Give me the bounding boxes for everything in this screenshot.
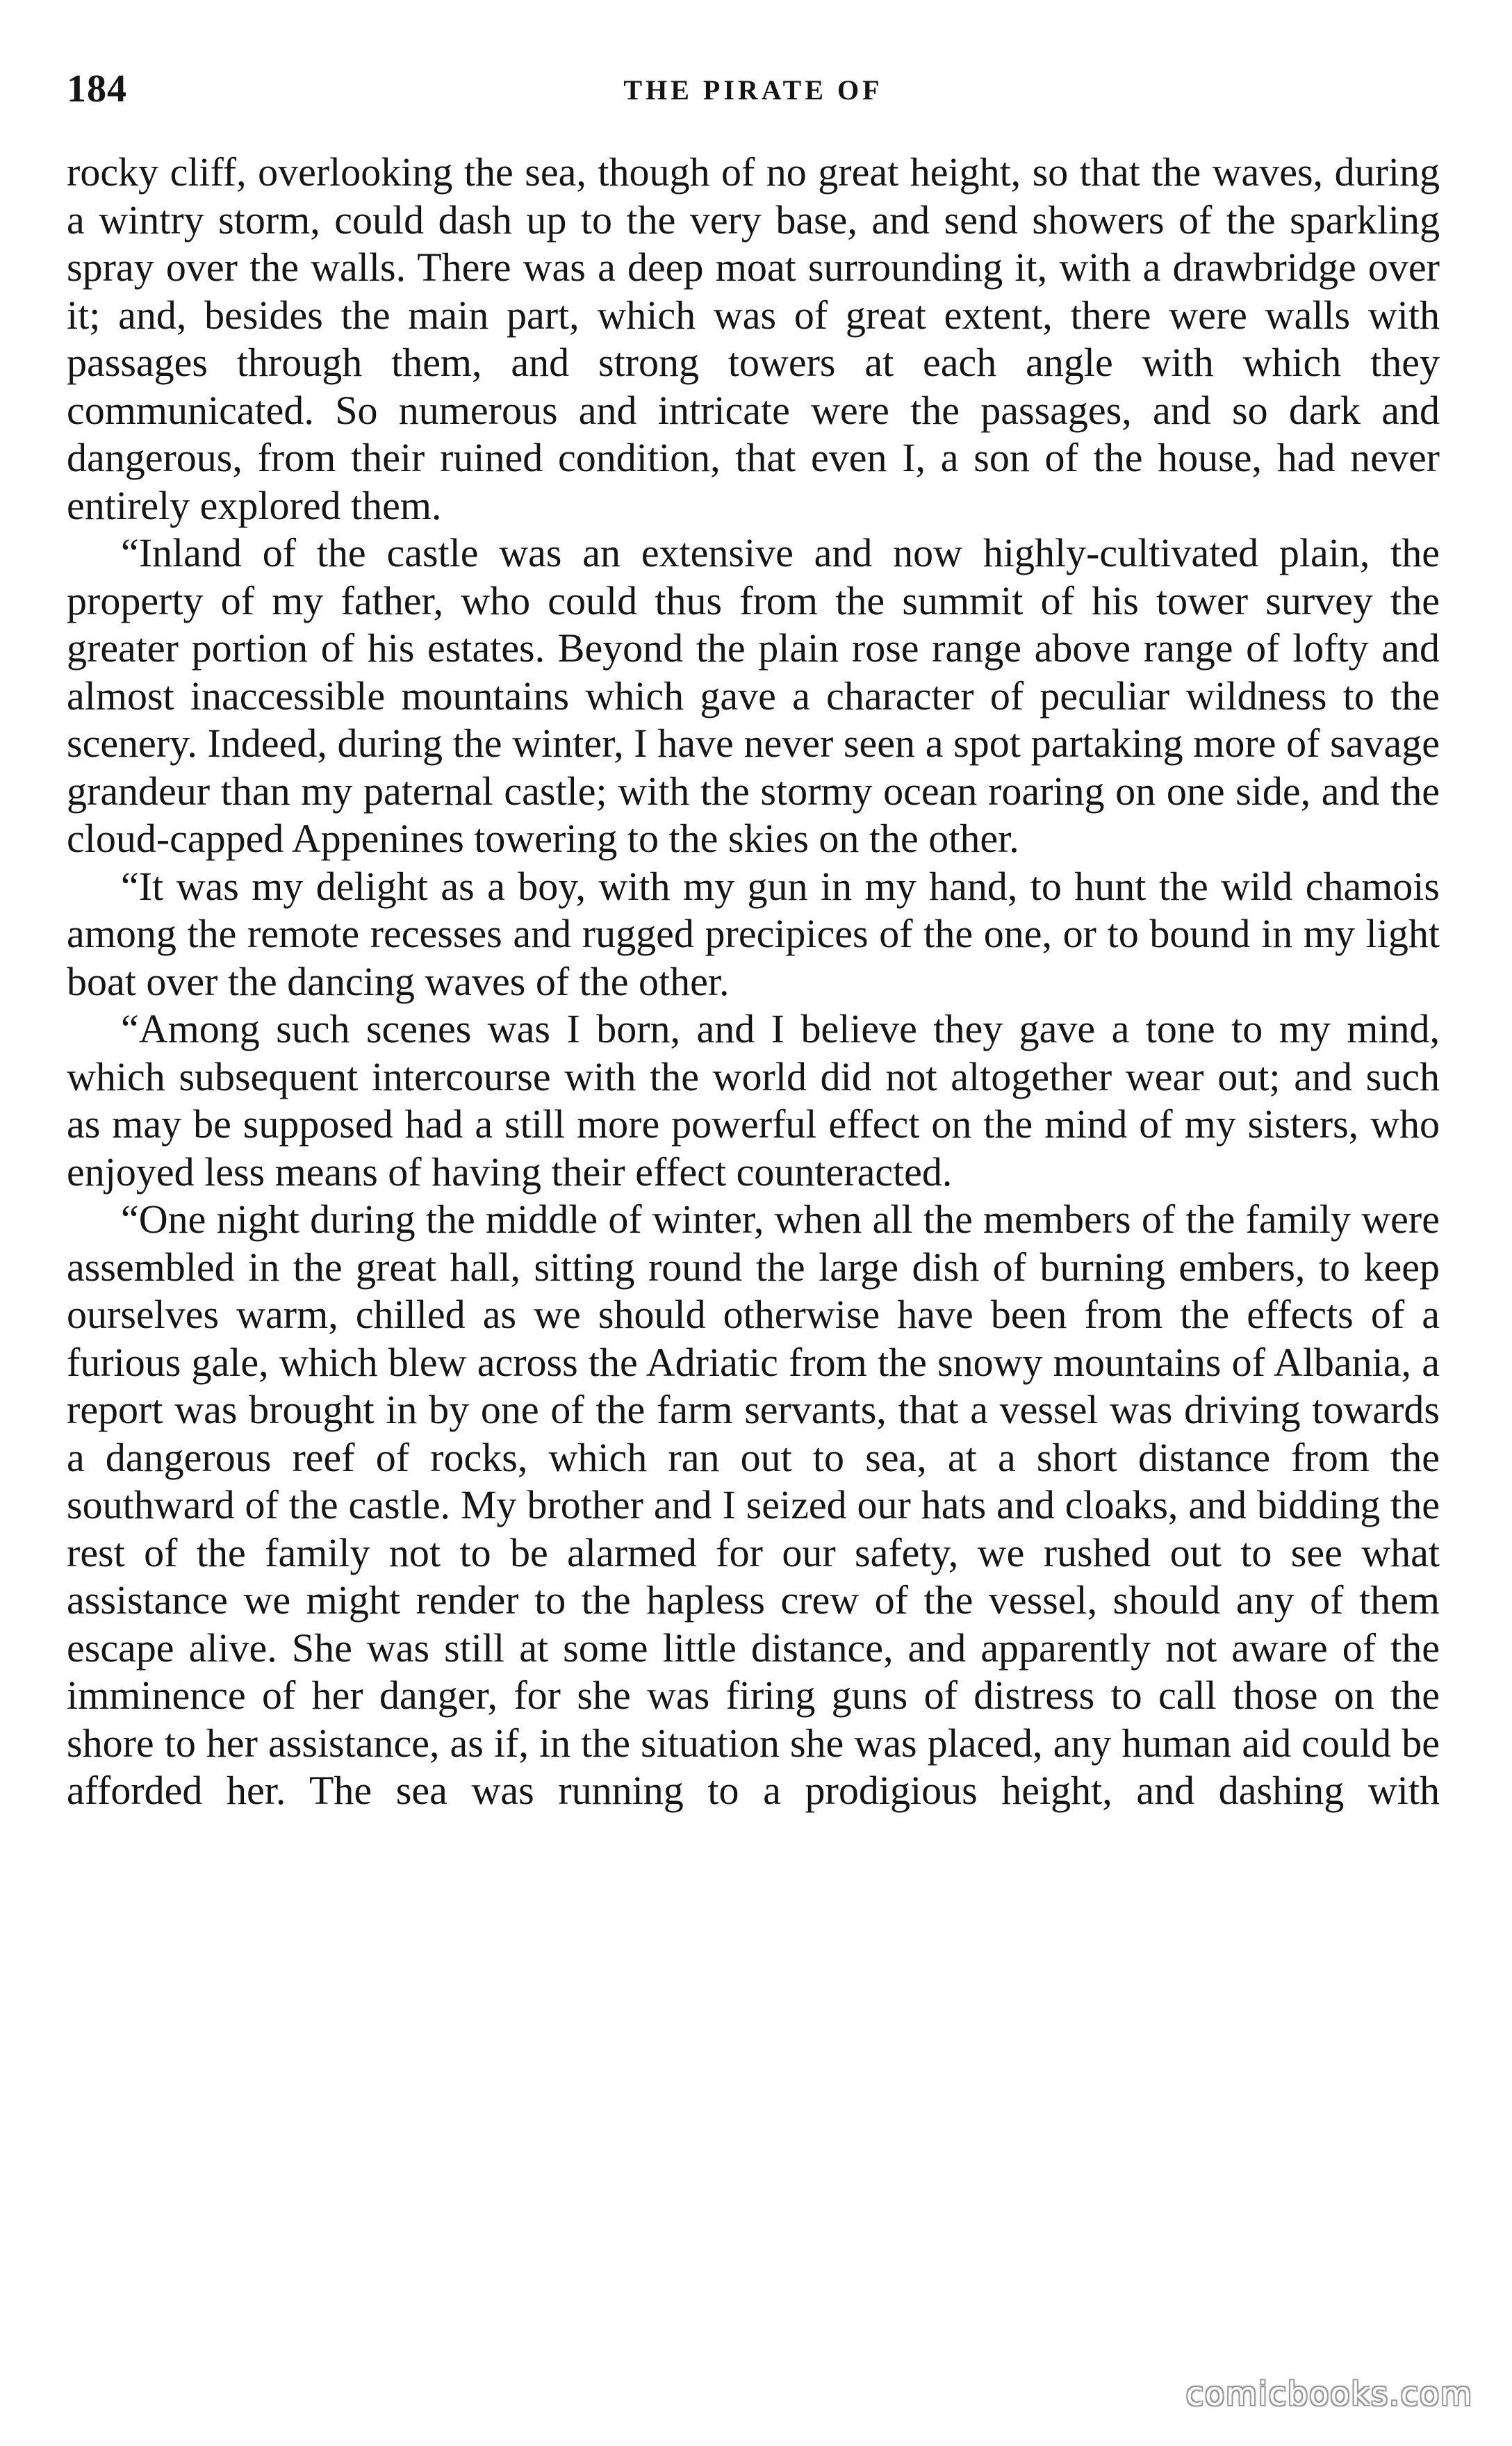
page-header — [67, 61, 1440, 117]
body-text — [67, 149, 1440, 1815]
paragraph-1: rocky cliff, overlooking the sea, though of no great height, so that the waves, during a wintry storm, could dash up to the very base, and send showers of the sparkling spray over the walls. There was a deep moat surrounding it, with a drawbridge over it; and, besides the main part, which was of great extent, there were walls with passages through them, and strong towers at each angle with which they communicated. So numerous and intricate were the passages, and so dark and dangerous, from their ruined condition, that even I, a son of the house, had never entirely explored them. — [67, 149, 1440, 528]
paragraph-2: “Inland of the castle was an extensive and now highly-cultivated plain, the property of my father, who could thus from the summit of his tower survey the greater portion of his estates. Beyond the plain rose range above range of lofty and almost inaccessible mountains which gave a character of peculiar wildness to the scenery. Indeed, during the winter, I have never seen a spot partaking more of savage grandeur than my paternal castle; with the stormy ocean roaring on one side, and the cloud-capped Appenines towering to the skies on the other. — [67, 530, 1440, 861]
paragraph-3: “It was my delight as a boy, with my gun in my hand, to hunt the wild chamois among the remote recesses and rugged precipices of the one, or to bound in my light boat over the dancing waves of the other. — [67, 863, 1440, 1004]
watermark: comicbooks.com — [1185, 2375, 1473, 2413]
running-head: THE PIRATE OF — [623, 74, 883, 106]
paragraph-4: “Among such scenes was I born, and I believe they gave a tone to my mind, which subsequent intercourse with the world did not altogether wear out; and such as may be supposed had a still more powerful effect on the mind of my sisters, who enjoyed less means of having their effect counteracted. — [67, 1006, 1440, 1195]
page-number: 184 — [67, 67, 127, 110]
paragraph-5: “One night during the middle of winter, when all the members of the family were assembled in the great hall, sitting round the large dish of burning embers, to keep ourselves warm, chilled as we should otherwise have been from the effects of a furious gale, which blew across the Adriatic from the snowy mountains of Albania, a report was brought in by one of the farm servants, that a vessel was driving towards a dangerous reef of rocks, which ran out to sea, at a short distance from the southward of the castle. My brother and I seized our hats and cloaks, and bidding the rest of the family not to be alarmed for our safety, we rushed out to see what assistance we might render to the hapless crew of the vessel, should any of them escape alive. She was still at some little distance, and apparently not aware of the imminence of her danger, for she was firing guns of distress to call those on the shore to her assistance, as if, in the situation she was placed, any human aid could be afforded her. The sea was running to a prodigious height, and dashing with — [67, 1197, 1440, 1813]
